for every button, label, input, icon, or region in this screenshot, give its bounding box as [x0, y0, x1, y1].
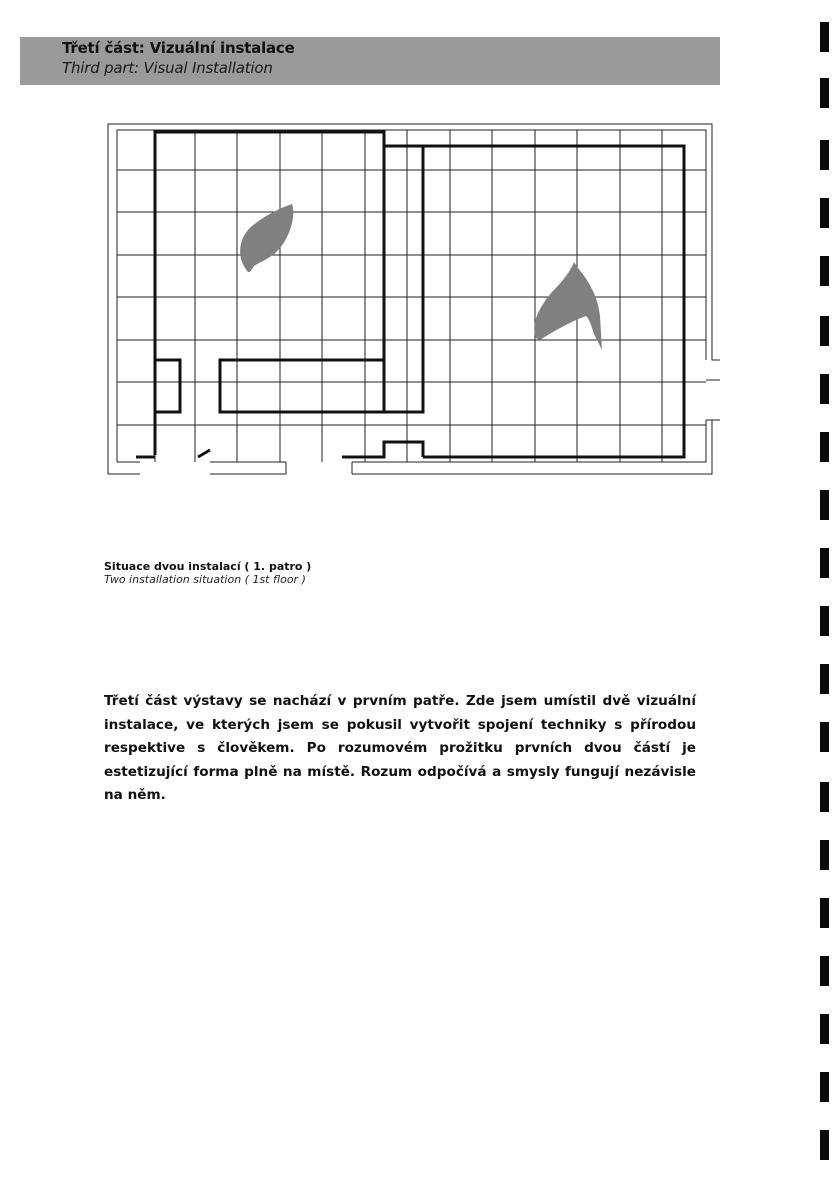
- binding-mark: [820, 256, 829, 286]
- binding-mark: [820, 490, 829, 520]
- binding-mark: [820, 432, 829, 462]
- sculpture-shape-right: [534, 262, 602, 350]
- body-paragraph: Třetí část výstavy se nachází v prvním patře. Zde jsem umístil dvě vizuální instalace, ve kterých jsem se pokusil vytvořit spojení techniky s přírodou respektive s člověkem. Po rozumovém prožitku prvních dvou částí je estetizující forma plně na místě. Rozum odpočívá a smysly fungují nezávisle na něm.: [104, 693, 696, 803]
- binding-mark: [820, 1014, 829, 1044]
- binding-mark: [820, 956, 829, 986]
- binding-mark: [820, 548, 829, 578]
- section-title: Třetí část: Vizuální instalace: [62, 39, 295, 57]
- binding-mark: [820, 316, 829, 346]
- binding-mark: [820, 722, 829, 752]
- binding-mark: [820, 840, 829, 870]
- binding-mark: [820, 782, 829, 812]
- binding-mark: [820, 374, 829, 404]
- binding-strip: [814, 0, 838, 1200]
- binding-mark: [820, 198, 829, 228]
- section-subtitle: Third part: Visual Installation: [62, 59, 273, 77]
- outer-walls: [108, 124, 720, 474]
- binding-mark: [820, 664, 829, 694]
- binding-mark: [820, 898, 829, 928]
- installation-shapes: [240, 204, 602, 350]
- floor-plan-diagram: [100, 120, 720, 480]
- binding-mark: [820, 140, 829, 170]
- figure-caption-title: Situace dvou instalací ( 1. patro ): [104, 560, 312, 573]
- sculpture-shape-left: [240, 204, 293, 272]
- figure-caption-subtitle: Two installation situation ( 1st floor ): [104, 573, 306, 586]
- binding-mark: [820, 78, 829, 108]
- binding-mark: [820, 606, 829, 636]
- binding-mark: [820, 1130, 829, 1160]
- binding-mark: [820, 22, 829, 52]
- installation-walls: [136, 132, 684, 457]
- binding-mark: [820, 1072, 829, 1102]
- section-header: [20, 37, 720, 85]
